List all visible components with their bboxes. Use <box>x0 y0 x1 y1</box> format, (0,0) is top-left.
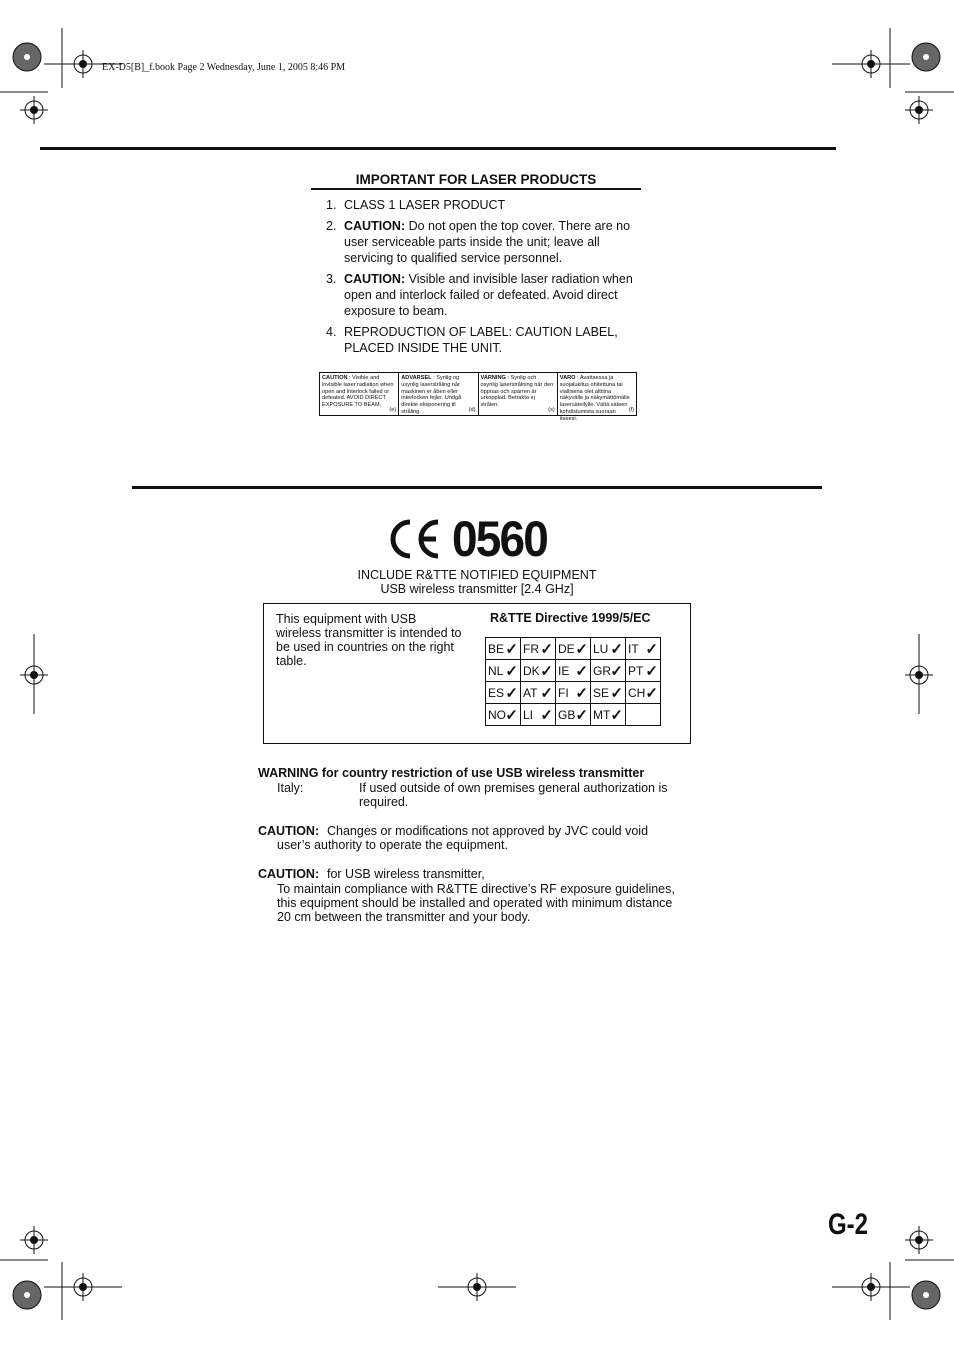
check-icon: ✓ <box>610 663 623 680</box>
country-code: BE <box>488 641 505 656</box>
country-cell <box>556 660 591 682</box>
country-cell <box>486 704 521 726</box>
file-info-header: EX-D5[B]_f.book Page 2 Wednesday, June 1, 2005 8:46 PM <box>102 62 346 73</box>
country-cell <box>626 660 661 682</box>
check-icon: ✓ <box>575 685 588 702</box>
country-cell <box>521 638 556 660</box>
check-icon: ✓ <box>505 685 518 702</box>
table-row <box>486 682 661 704</box>
list-item <box>318 324 638 356</box>
country-cell <box>556 704 591 726</box>
country-code: IT <box>628 641 639 656</box>
check-icon: ✓ <box>610 685 623 702</box>
item-number: 4. <box>326 325 337 339</box>
country-cell <box>486 638 521 660</box>
country-cell <box>486 660 521 682</box>
caution-line-2: for USB wireless transmitter, <box>327 867 485 881</box>
check-icon: ✓ <box>645 663 658 680</box>
directive-heading: R&TTE Directive 1999/5/EC <box>490 611 651 625</box>
check-icon: ✓ <box>540 707 553 724</box>
country-code: DE <box>558 641 575 656</box>
country-code: ES <box>488 685 505 700</box>
country-cell <box>521 704 556 726</box>
country-code: LU <box>593 641 609 656</box>
warning-text: If used outside of own premises general authorization is required. <box>359 781 668 809</box>
check-icon: ✓ <box>505 641 518 658</box>
country-cell <box>591 682 626 704</box>
country-code: FR <box>523 641 539 656</box>
label-cell-finnish: VARO : Avattaessa ja suojalukitus ohitettuna tai viallisena olet alttiina näkyvälle ja näkymättömälle lasersäteilylle. Vältä säteen kohdistumista suoraan itseesi. (f) <box>559 375 634 422</box>
check-icon: ✓ <box>505 707 518 724</box>
country-code: FI <box>558 685 569 700</box>
check-icon: ✓ <box>505 663 518 680</box>
check-icon: ✓ <box>540 685 553 702</box>
table-row <box>486 704 661 726</box>
country-cell <box>521 660 556 682</box>
country-table <box>485 637 661 726</box>
caution-label: CAUTION: <box>344 219 406 233</box>
country-code: GR <box>593 663 611 678</box>
label-cell-english: CAUTION : Visible and invisible laser radiation when open and interlock failed or defeated. AVOID DIRECT EXPOSURE TO BEAM. (e) <box>320 373 399 415</box>
country-cell <box>591 704 626 726</box>
country-code: PT <box>628 663 644 678</box>
ce-include-line: INCLUDE R&TTE NOTIFIED EQUIPMENT <box>357 568 597 582</box>
country-code: AT <box>523 685 538 700</box>
directive-intro: This equipment with USB wireless transmitter is intended to be used in countries on the right table. <box>276 612 462 668</box>
ce-usb-line: USB wireless transmitter [2.4 GHz] <box>380 582 574 596</box>
country-cell <box>486 682 521 704</box>
item-number: 3. <box>326 272 337 286</box>
item-number: 2. <box>326 219 337 233</box>
country-cell <box>591 660 626 682</box>
country-code: GB <box>558 707 576 722</box>
country-cell <box>626 704 661 726</box>
country-code: MT <box>593 707 611 722</box>
country-code: SE <box>593 685 610 700</box>
warning-title: WARNING for country restriction of use USB wireless transmitter <box>258 766 645 780</box>
country-cell <box>591 638 626 660</box>
label-cell-swedish: VARNING : Synlig och osynlig laserstrålning när den öppnas och spärren är urkopplad. Betrakta ej strålen. (s) <box>479 373 558 415</box>
directive-box <box>263 603 691 744</box>
country-cell <box>626 682 661 704</box>
page-number: G-2 <box>828 1208 869 1241</box>
caution-label-1: CAUTION: <box>258 824 320 838</box>
item-text: Do not open the top cover. There are no user serviceable parts inside the unit; leave all servicing to qualified service personnel. <box>344 219 631 265</box>
table-row <box>486 638 661 660</box>
country-code: NL <box>488 663 504 678</box>
notified-body-number: 0560 <box>452 511 547 567</box>
country-code: IE <box>558 663 570 678</box>
check-icon: ✓ <box>575 663 588 680</box>
item-text: REPRODUCTION OF LABEL: CAUTION LABEL, PLACED INSIDE THE UNIT. <box>344 325 618 355</box>
check-icon: ✓ <box>610 707 623 724</box>
check-icon: ✓ <box>610 641 623 658</box>
list-item <box>318 218 638 266</box>
country-cell <box>556 682 591 704</box>
country-code: CH <box>628 685 646 700</box>
country-cell <box>556 638 591 660</box>
country-cell <box>521 682 556 704</box>
caution-label: CAUTION: <box>344 272 406 286</box>
country-code: NO <box>488 707 506 722</box>
caution-label-2: CAUTION: <box>258 867 320 881</box>
list-item <box>318 197 638 213</box>
country-cell <box>626 638 661 660</box>
laser-section-title: IMPORTANT FOR LASER PRODUCTS <box>355 172 597 187</box>
middle-rule <box>132 486 822 489</box>
ce-mark <box>388 512 555 566</box>
item-number: 1. <box>326 198 337 212</box>
caution-text-2: To maintain compliance with R&TTE directive’s RF exposure guidelines, this equipment should be installed and operated with minimum distance 20 cm between the transmitter and your body. <box>277 882 675 924</box>
caution-label-reproduction <box>319 372 637 422</box>
check-icon: ✓ <box>540 641 553 658</box>
ce-logo-icon <box>388 519 442 559</box>
check-icon: ✓ <box>575 641 588 658</box>
item-text: CLASS 1 LASER PRODUCT <box>344 198 506 212</box>
warning-country: Italy: <box>277 781 304 795</box>
table-row <box>486 660 661 682</box>
item-text: Visible and invisible laser radiation when open and interlock failed or defeated. Avoid direct exposure to beam. <box>344 272 633 318</box>
country-code: LI <box>523 707 534 722</box>
check-icon: ✓ <box>645 685 658 702</box>
check-icon: ✓ <box>575 707 588 724</box>
check-icon: ✓ <box>540 663 553 680</box>
top-rule <box>40 147 836 150</box>
laser-list <box>318 197 638 361</box>
label-cell-danish: ADVARSEL : Synlig og usynlig laserstråling når maskinen er åben eller interlocken fejler. Undgå direkte eksponering til stråling. (d) <box>399 373 478 415</box>
caution-text-1: Changes or modifications not approved by JVC could void user’s authority to operate the equipment. <box>277 824 649 852</box>
check-icon: ✓ <box>645 641 658 658</box>
country-code: DK <box>523 663 540 678</box>
list-item <box>318 271 638 319</box>
laser-title-underline <box>311 188 641 190</box>
